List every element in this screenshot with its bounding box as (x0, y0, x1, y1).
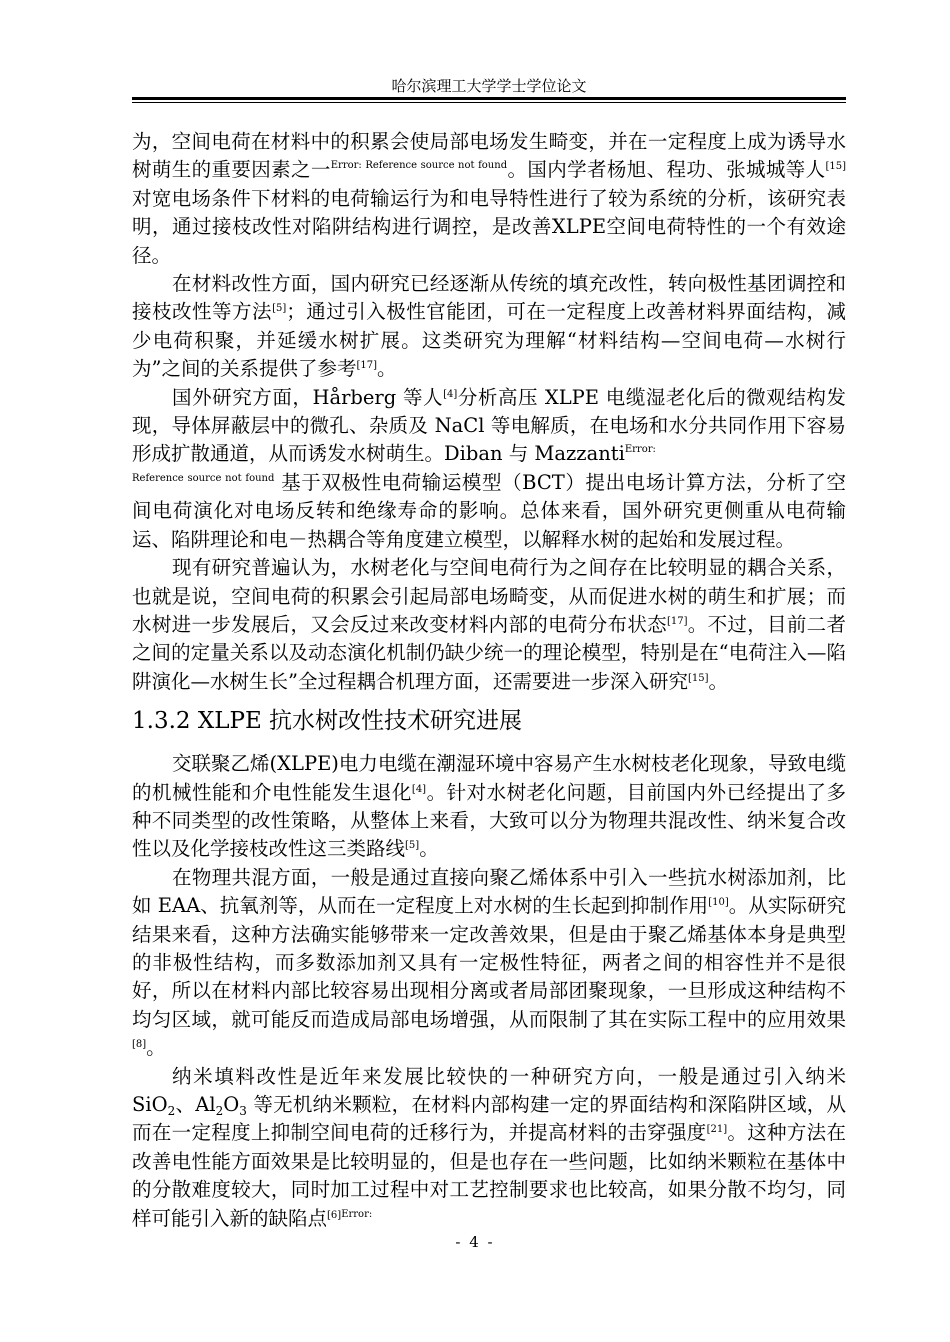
broken-reference: Error: Reference source not found (330, 160, 508, 172)
paragraph-3: 国外研究方面，Hårberg 等人[4]分析高压 XLPE 电缆湿老化后的微观结构发现，导体屏蔽层中的微孔、杂质及 NaCl 等电解质，在电场和水分共同作用下容易形成扩散通道，从而诱发水树萌生。Diban 与 Mazzanti$^{Error:}$ $^{Reference source not found}$ 基于双极性电荷输运模型（BCT）提出电场计算方法，分析了空间电荷演化对电场反转和绝缘寿命的影响。总体来看，国外研究更侧重从电荷输运、陷阱理论和电－热耦合等角度建立模型，以解释水树的起始和发展过程。 (132, 385, 846, 551)
citation: [21] (706, 1124, 728, 1136)
broken-reference: Error: (624, 444, 656, 456)
section-heading: 1.3.2 XLPE 抗水树改性技术研究进展 (132, 708, 523, 735)
citation: [5] (272, 303, 287, 315)
broken-reference: Error: (341, 1208, 373, 1220)
broken-reference: Reference source not found (132, 472, 275, 484)
header-rule-thick (132, 97, 846, 100)
page-number: - 4 - (455, 1233, 495, 1251)
citation: [17] (356, 360, 378, 372)
citation: [4] (443, 388, 458, 400)
citation: [15] (687, 672, 709, 684)
citation: [15] (825, 161, 846, 173)
header-rule-thin (132, 102, 846, 103)
paragraph-7: 纳米填料改性是近年来发展比较快的一种研究方向，一般是通过引入纳米 SiO$_2$、$Al_2O_3$ 等无机纳米颗粒，在材料内部构建一定的界面结构和深陷阱区域，从而在一定程度上抑制空间电荷的迁移行为，并提高材料的击穿强度[21]。这种方法在改善电性能方面效果是比较明显的，但是也存在一些问题，比如纳米颗粒在基体中的分散难度较大，同时加工过程中对工艺控制要求也比较高，如果分散不均匀，同样可能引入新的缺陷点$^{[6]Error:}$ (132, 1064, 846, 1230)
paragraph-2: 在材料改性方面，国内研究已经逐渐从传统的填充改性，转向极性基团调控和接枝改性等方法[5]；通过引入极性官能团，可在一定程度上改善材料界面结构，减少电荷积聚，并延缓水树扩展。这类研究为理解“材料结构—空间电荷—水树行为”之间的关系提供了参考[17]。 (132, 272, 846, 381)
citation: [8] (132, 1039, 147, 1051)
paragraph-5: 交联聚乙烯(XLPE)电力电缆在潮湿环境中容易产生水树枝老化现象，导致电缆的机械性能和介电性能发生退化[4]。针对水树老化问题，目前国内外已经提出了多种不同类型的改性策略，从整体上来看，大致可以分为物理共混改性、纳米复合改性以及化学接枝改性这三类路线[5]。 (132, 752, 846, 861)
paragraph-4: 现有研究普遍认为，水树老化与空间电荷行为之间存在比较明显的耦合关系，也就是说，空间电荷的积累会引起局部电场畸变，从而促进水树的萌生和扩展；而水树进一步发展后，又会反过来改变材料内部的电荷分布状态[17]。不过，目前二者之间的定量关系以及动态演化机制仍缺少统一的理论模型，特别是在“电荷注入—陷阱演化—水树生长”全过程耦合机理方面，还需要进一步深入研究[15]。 (132, 556, 846, 693)
body-text (132, 128, 846, 1233)
citation: [5] (405, 840, 420, 852)
citation: [17] (666, 615, 688, 627)
citation: [6] (327, 1209, 342, 1221)
paragraph-1: 为，空间电荷在材料中的积累会使局部电场发生畸变，并在一定程度上成为诱导水树萌生的重要因素之一$^{Error: Reference source not found}$。国内学者杨旭、程功、张城城等人[15]对宽电场条件下材料的电荷输运行为和电导特性进行了较为系统的分析，该研究表明，通过接枝改性对陷阱结构进行调控，是改善XLPE空间电荷特性的一个有效途径。 (132, 130, 846, 267)
paragraph-6: 在物理共混方面，一般是通过直接向聚乙烯体系中引入一些抗水树添加剂，比如 EAA、抗氧剂等，从而在一定程度上对水树的生长起到抑制作用[10]。从实际研究结果来看，这种方法确实能够带来一定改善效果，但是由于聚乙烯基体本身是典型的非极性结构，而多数添加剂又具有一定极性特征，两者之间的相容性并不是很好，所以在材料内部比较容易出现相分离或者局部团聚现象，一旦形成这种结构不均匀区域，就可能反而造成局部电场增强，从而限制了其在实际工程中的应用效果[8]。 (132, 865, 846, 1060)
citation: [4] (411, 783, 427, 795)
citation: [10] (708, 897, 729, 909)
running-header: 哈尔滨理工大学学士学位论文 (391, 77, 587, 95)
